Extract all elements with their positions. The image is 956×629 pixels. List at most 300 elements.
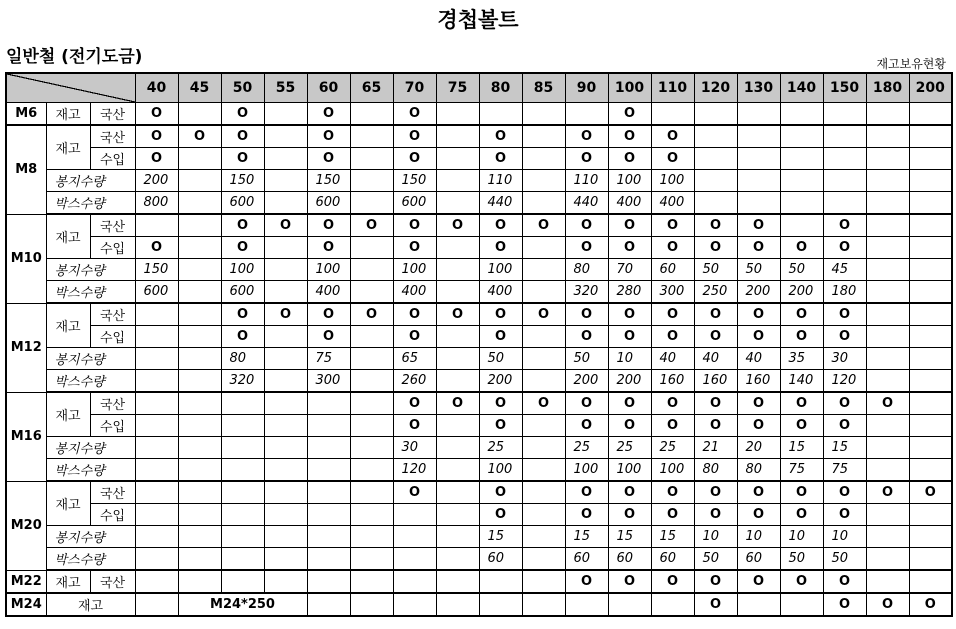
quantity-cell: 60 bbox=[608, 548, 651, 571]
quantity-cell bbox=[436, 548, 479, 571]
quantity-cell: 120 bbox=[823, 370, 866, 393]
stock-mark-cell bbox=[694, 125, 737, 148]
stock-mark-cell: O bbox=[565, 392, 608, 415]
stock-mark-cell bbox=[135, 570, 178, 593]
stock-mark-cell: O bbox=[608, 125, 651, 148]
stock-mark-cell bbox=[178, 481, 221, 504]
column-header: 75 bbox=[436, 73, 479, 103]
stock-mark-cell bbox=[823, 103, 866, 126]
table-row bbox=[6, 504, 952, 526]
import-label: 수입 bbox=[90, 326, 135, 348]
size-label: M16 bbox=[6, 392, 46, 481]
quantity-cell bbox=[135, 526, 178, 548]
stock-mark-cell: O bbox=[264, 214, 307, 237]
stock-mark-cell bbox=[264, 570, 307, 593]
column-header: 110 bbox=[651, 73, 694, 103]
column-header: 80 bbox=[479, 73, 522, 103]
quantity-cell bbox=[350, 281, 393, 304]
column-header: 150 bbox=[823, 73, 866, 103]
stock-mark-cell bbox=[909, 570, 952, 593]
bag-qty-label: 봉지수량 bbox=[46, 437, 135, 459]
stock-mark-cell: O bbox=[522, 392, 565, 415]
stock-mark-cell bbox=[135, 326, 178, 348]
quantity-cell: 60 bbox=[479, 548, 522, 571]
stock-mark-cell bbox=[350, 148, 393, 170]
quantity-cell bbox=[350, 170, 393, 192]
stock-mark-cell: O bbox=[823, 303, 866, 326]
stock-mark-cell: O bbox=[608, 303, 651, 326]
stock-mark-cell: O bbox=[178, 125, 221, 148]
quantity-cell: 200 bbox=[737, 281, 780, 304]
quantity-cell bbox=[264, 370, 307, 393]
stock-mark-cell bbox=[436, 504, 479, 526]
quantity-cell: 200 bbox=[565, 370, 608, 393]
stock-mark-cell: O bbox=[393, 392, 436, 415]
stock-mark-cell bbox=[178, 326, 221, 348]
stock-mark-cell: O bbox=[479, 148, 522, 170]
quantity-cell: 600 bbox=[135, 281, 178, 304]
header-row bbox=[6, 73, 952, 103]
quantity-cell: 100 bbox=[651, 459, 694, 482]
import-label: 수입 bbox=[90, 148, 135, 170]
quantity-cell: 160 bbox=[694, 370, 737, 393]
quantity-cell: 200 bbox=[608, 370, 651, 393]
column-header: 140 bbox=[780, 73, 823, 103]
stock-mark-cell: O bbox=[393, 415, 436, 437]
stock-mark-cell bbox=[178, 237, 221, 259]
quantity-cell bbox=[350, 548, 393, 571]
stock-mark-cell: O bbox=[393, 148, 436, 170]
stock-mark-cell bbox=[522, 593, 565, 616]
stock-mark-cell bbox=[436, 125, 479, 148]
stock-label: 재고 bbox=[46, 125, 90, 170]
stock-mark-cell: O bbox=[307, 103, 350, 126]
stock-mark-cell: O bbox=[565, 504, 608, 526]
stock-mark-cell: O bbox=[780, 570, 823, 593]
stock-mark-cell bbox=[135, 392, 178, 415]
quantity-cell bbox=[909, 192, 952, 215]
quantity-cell: 320 bbox=[565, 281, 608, 304]
quantity-cell bbox=[307, 459, 350, 482]
column-header: 65 bbox=[350, 73, 393, 103]
stock-mark-cell bbox=[350, 237, 393, 259]
stock-mark-cell: O bbox=[393, 214, 436, 237]
table-row bbox=[6, 281, 952, 304]
stock-mark-cell bbox=[350, 415, 393, 437]
quantity-cell bbox=[307, 548, 350, 571]
stock-mark-cell: O bbox=[393, 326, 436, 348]
stock-mark-cell: O bbox=[608, 103, 651, 126]
stock-mark-cell: O bbox=[780, 504, 823, 526]
stock-mark-cell bbox=[436, 415, 479, 437]
stock-mark-cell: O bbox=[479, 303, 522, 326]
stock-mark-cell bbox=[565, 593, 608, 616]
stock-mark-cell: O bbox=[694, 504, 737, 526]
quantity-cell bbox=[866, 192, 909, 215]
import-label: 수입 bbox=[90, 504, 135, 526]
stock-mark-cell: O bbox=[909, 593, 952, 616]
quantity-cell bbox=[393, 548, 436, 571]
stock-mark-cell: O bbox=[522, 303, 565, 326]
stock-mark-cell bbox=[264, 415, 307, 437]
quantity-cell bbox=[436, 370, 479, 393]
quantity-cell: 100 bbox=[307, 259, 350, 281]
quantity-cell: 150 bbox=[135, 259, 178, 281]
stock-mark-cell: O bbox=[479, 214, 522, 237]
quantity-cell: 25 bbox=[565, 437, 608, 459]
quantity-cell bbox=[264, 548, 307, 571]
quantity-cell bbox=[522, 437, 565, 459]
quantity-cell: 600 bbox=[307, 192, 350, 215]
box-qty-label: 박스수량 bbox=[46, 192, 135, 215]
stock-mark-cell: O bbox=[608, 570, 651, 593]
stock-mark-cell: O bbox=[608, 148, 651, 170]
quantity-cell bbox=[866, 526, 909, 548]
stock-mark-cell: O bbox=[823, 415, 866, 437]
quantity-cell bbox=[264, 170, 307, 192]
stock-mark-cell: O bbox=[608, 481, 651, 504]
quantity-cell: 60 bbox=[651, 259, 694, 281]
quantity-cell bbox=[178, 459, 221, 482]
stock-mark-cell bbox=[823, 125, 866, 148]
stock-mark-cell: O bbox=[823, 570, 866, 593]
quantity-cell: 50 bbox=[694, 548, 737, 571]
stock-mark-cell: O bbox=[565, 214, 608, 237]
quantity-cell: 35 bbox=[780, 348, 823, 370]
stock-mark-cell: O bbox=[737, 214, 780, 237]
quantity-cell bbox=[694, 192, 737, 215]
stock-mark-cell bbox=[780, 103, 823, 126]
quantity-cell: 320 bbox=[221, 370, 264, 393]
quantity-cell bbox=[436, 526, 479, 548]
column-header: 200 bbox=[909, 73, 952, 103]
quantity-cell bbox=[264, 459, 307, 482]
stock-mark-cell: O bbox=[823, 481, 866, 504]
stock-mark-cell bbox=[307, 593, 350, 616]
quantity-cell bbox=[866, 170, 909, 192]
table-row bbox=[6, 437, 952, 459]
stock-mark-cell: O bbox=[307, 214, 350, 237]
quantity-cell: 200 bbox=[135, 170, 178, 192]
stock-mark-cell: O bbox=[565, 148, 608, 170]
stock-mark-cell bbox=[350, 125, 393, 148]
bag-qty-label: 봉지수량 bbox=[46, 170, 135, 192]
stock-mark-cell: O bbox=[393, 125, 436, 148]
quantity-cell bbox=[909, 259, 952, 281]
size-label: M8 bbox=[6, 125, 46, 214]
stock-mark-cell bbox=[135, 214, 178, 237]
stock-mark-cell bbox=[135, 593, 178, 616]
quantity-cell: 15 bbox=[651, 526, 694, 548]
quantity-cell: 60 bbox=[737, 548, 780, 571]
stock-mark-cell bbox=[522, 326, 565, 348]
size-label: M6 bbox=[6, 103, 46, 126]
table-row bbox=[6, 125, 952, 148]
quantity-cell: 200 bbox=[479, 370, 522, 393]
column-header: 90 bbox=[565, 73, 608, 103]
quantity-cell bbox=[909, 281, 952, 304]
quantity-cell bbox=[178, 370, 221, 393]
stock-mark-cell bbox=[178, 570, 221, 593]
stock-label: 재고 bbox=[46, 481, 90, 526]
quantity-cell: 50 bbox=[694, 259, 737, 281]
stock-mark-cell: O bbox=[221, 148, 264, 170]
size-label: M10 bbox=[6, 214, 46, 303]
stock-mark-cell bbox=[909, 237, 952, 259]
stock-mark-cell bbox=[866, 214, 909, 237]
quantity-cell bbox=[307, 437, 350, 459]
stock-mark-cell bbox=[479, 103, 522, 126]
stock-mark-cell bbox=[780, 214, 823, 237]
stock-mark-cell: O bbox=[135, 148, 178, 170]
quantity-cell: 400 bbox=[608, 192, 651, 215]
quantity-cell bbox=[178, 437, 221, 459]
column-header: 40 bbox=[135, 73, 178, 103]
table-row bbox=[6, 526, 952, 548]
stock-mark-cell: O bbox=[651, 504, 694, 526]
stock-mark-cell bbox=[221, 481, 264, 504]
stock-mark-cell: O bbox=[694, 303, 737, 326]
quantity-cell: 200 bbox=[780, 281, 823, 304]
quantity-cell bbox=[780, 192, 823, 215]
stock-mark-cell: O bbox=[479, 125, 522, 148]
domestic-label: 국산 bbox=[90, 303, 135, 326]
quantity-cell: 50 bbox=[780, 548, 823, 571]
table-row bbox=[6, 259, 952, 281]
stock-mark-cell: O bbox=[565, 303, 608, 326]
stock-mark-cell: O bbox=[565, 125, 608, 148]
quantity-cell bbox=[307, 526, 350, 548]
quantity-cell: 100 bbox=[565, 459, 608, 482]
quantity-cell bbox=[522, 348, 565, 370]
stock-mark-cell bbox=[866, 125, 909, 148]
quantity-cell bbox=[909, 459, 952, 482]
table-row bbox=[6, 303, 952, 326]
stock-mark-cell bbox=[436, 481, 479, 504]
stock-mark-cell bbox=[436, 570, 479, 593]
quantity-cell bbox=[264, 526, 307, 548]
stock-mark-cell: O bbox=[307, 303, 350, 326]
stock-mark-cell: O bbox=[307, 148, 350, 170]
stock-mark-cell bbox=[737, 103, 780, 126]
quantity-cell bbox=[350, 370, 393, 393]
section-subtitle: 일반철 (전기도금) bbox=[6, 47, 143, 67]
stock-mark-cell bbox=[651, 593, 694, 616]
stock-mark-cell bbox=[823, 148, 866, 170]
import-label: 수입 bbox=[90, 415, 135, 437]
stock-mark-cell bbox=[909, 326, 952, 348]
stock-mark-cell: O bbox=[694, 570, 737, 593]
stock-mark-cell: O bbox=[565, 415, 608, 437]
quantity-cell bbox=[221, 437, 264, 459]
quantity-cell: 21 bbox=[694, 437, 737, 459]
stock-mark-cell bbox=[436, 593, 479, 616]
quantity-cell: 600 bbox=[393, 192, 436, 215]
stock-mark-cell: O bbox=[221, 237, 264, 259]
quantity-cell: 50 bbox=[479, 348, 522, 370]
stock-mark-cell: O bbox=[737, 481, 780, 504]
quantity-cell: 70 bbox=[608, 259, 651, 281]
stock-mark-cell: O bbox=[780, 415, 823, 437]
stock-mark-cell bbox=[350, 570, 393, 593]
quantity-cell: 15 bbox=[479, 526, 522, 548]
stock-mark-cell: O bbox=[479, 237, 522, 259]
quantity-cell: 280 bbox=[608, 281, 651, 304]
stock-mark-cell: O bbox=[479, 326, 522, 348]
stock-mark-cell: O bbox=[651, 415, 694, 437]
stock-mark-cell bbox=[178, 103, 221, 126]
stock-mark-cell bbox=[780, 125, 823, 148]
table-row bbox=[6, 593, 952, 616]
stock-mark-cell bbox=[608, 593, 651, 616]
quantity-cell bbox=[264, 437, 307, 459]
quantity-cell bbox=[350, 526, 393, 548]
size-label: M12 bbox=[6, 303, 46, 392]
quantity-cell: 150 bbox=[221, 170, 264, 192]
bag-qty-label: 봉지수량 bbox=[46, 526, 135, 548]
stock-mark-cell: O bbox=[307, 326, 350, 348]
stock-label: 재고 bbox=[46, 570, 90, 593]
stock-mark-cell: O bbox=[608, 415, 651, 437]
stock-mark-cell bbox=[479, 593, 522, 616]
stock-label: 재고 bbox=[46, 103, 90, 126]
quantity-cell: 100 bbox=[608, 459, 651, 482]
quantity-cell: 800 bbox=[135, 192, 178, 215]
quantity-cell bbox=[436, 259, 479, 281]
quantity-cell: 40 bbox=[737, 348, 780, 370]
box-qty-label: 박스수량 bbox=[46, 548, 135, 571]
quantity-cell: 10 bbox=[780, 526, 823, 548]
stock-mark-cell bbox=[221, 504, 264, 526]
stock-mark-cell bbox=[178, 303, 221, 326]
table-row bbox=[6, 459, 952, 482]
quantity-cell: 400 bbox=[307, 281, 350, 304]
stock-label: 재고 bbox=[46, 593, 135, 616]
quantity-cell bbox=[780, 170, 823, 192]
quantity-cell: 25 bbox=[608, 437, 651, 459]
stock-mark-cell: O bbox=[651, 326, 694, 348]
stock-mark-cell bbox=[866, 237, 909, 259]
quantity-cell: 40 bbox=[694, 348, 737, 370]
quantity-cell: 300 bbox=[651, 281, 694, 304]
quantity-cell: 160 bbox=[737, 370, 780, 393]
box-qty-label: 박스수량 bbox=[46, 459, 135, 482]
stock-mark-cell: O bbox=[350, 303, 393, 326]
stock-mark-cell: O bbox=[350, 214, 393, 237]
stock-mark-cell: O bbox=[221, 303, 264, 326]
quantity-cell bbox=[350, 459, 393, 482]
column-header: 70 bbox=[393, 73, 436, 103]
quantity-cell: 10 bbox=[823, 526, 866, 548]
quantity-cell bbox=[350, 192, 393, 215]
quantity-cell bbox=[436, 170, 479, 192]
table-body bbox=[6, 103, 952, 617]
stock-mark-cell bbox=[522, 415, 565, 437]
stock-mark-cell bbox=[651, 103, 694, 126]
stock-mark-cell: O bbox=[651, 303, 694, 326]
stock-mark-cell bbox=[135, 504, 178, 526]
stock-mark-cell: O bbox=[565, 481, 608, 504]
quantity-cell: 180 bbox=[823, 281, 866, 304]
quantity-cell: 40 bbox=[651, 348, 694, 370]
stock-mark-cell bbox=[264, 148, 307, 170]
stock-mark-cell: O bbox=[780, 237, 823, 259]
quantity-cell bbox=[866, 348, 909, 370]
stock-mark-cell bbox=[909, 392, 952, 415]
stock-mark-cell bbox=[866, 326, 909, 348]
stock-mark-cell bbox=[350, 504, 393, 526]
stock-mark-cell bbox=[221, 415, 264, 437]
stock-mark-cell: O bbox=[694, 481, 737, 504]
quantity-cell bbox=[909, 437, 952, 459]
stock-mark-cell: O bbox=[909, 481, 952, 504]
quantity-cell: 80 bbox=[694, 459, 737, 482]
stock-mark-cell: O bbox=[737, 303, 780, 326]
size-label: M22 bbox=[6, 570, 46, 593]
stock-mark-cell: O bbox=[135, 125, 178, 148]
stock-mark-cell bbox=[350, 481, 393, 504]
stock-mark-cell: O bbox=[565, 326, 608, 348]
stock-mark-cell bbox=[866, 415, 909, 437]
table-row bbox=[6, 415, 952, 437]
stock-mark-cell bbox=[264, 103, 307, 126]
quantity-cell bbox=[522, 459, 565, 482]
quantity-cell bbox=[221, 548, 264, 571]
bag-qty-label: 봉지수량 bbox=[46, 348, 135, 370]
stock-mark-cell bbox=[479, 570, 522, 593]
stock-mark-cell: O bbox=[823, 504, 866, 526]
stock-mark-cell: O bbox=[307, 125, 350, 148]
stock-mark-cell bbox=[436, 237, 479, 259]
stock-mark-cell bbox=[780, 148, 823, 170]
quantity-cell bbox=[866, 370, 909, 393]
quantity-cell: 110 bbox=[479, 170, 522, 192]
quantity-cell bbox=[135, 459, 178, 482]
stock-mark-cell bbox=[909, 125, 952, 148]
column-header: 50 bbox=[221, 73, 264, 103]
stock-mark-cell bbox=[909, 303, 952, 326]
size-note: M24*250 bbox=[178, 593, 307, 616]
quantity-cell bbox=[522, 281, 565, 304]
quantity-cell bbox=[866, 548, 909, 571]
stock-mark-cell: O bbox=[393, 303, 436, 326]
stock-mark-cell bbox=[264, 504, 307, 526]
quantity-cell bbox=[393, 526, 436, 548]
quantity-cell bbox=[350, 259, 393, 281]
quantity-cell bbox=[866, 259, 909, 281]
table-row bbox=[6, 392, 952, 415]
column-header: 120 bbox=[694, 73, 737, 103]
stock-mark-cell bbox=[264, 481, 307, 504]
quantity-cell bbox=[178, 348, 221, 370]
quantity-cell bbox=[866, 437, 909, 459]
box-qty-label: 박스수량 bbox=[46, 281, 135, 304]
column-header: 85 bbox=[522, 73, 565, 103]
table-row bbox=[6, 570, 952, 593]
table-row bbox=[6, 326, 952, 348]
stock-mark-cell: O bbox=[436, 392, 479, 415]
quantity-cell bbox=[221, 526, 264, 548]
stock-mark-cell: O bbox=[694, 415, 737, 437]
table-row bbox=[6, 548, 952, 571]
quantity-cell bbox=[178, 259, 221, 281]
quantity-cell bbox=[436, 459, 479, 482]
stock-mark-cell bbox=[436, 148, 479, 170]
table-row bbox=[6, 214, 952, 237]
quantity-cell bbox=[135, 348, 178, 370]
size-label: M20 bbox=[6, 481, 46, 570]
quantity-cell bbox=[866, 281, 909, 304]
